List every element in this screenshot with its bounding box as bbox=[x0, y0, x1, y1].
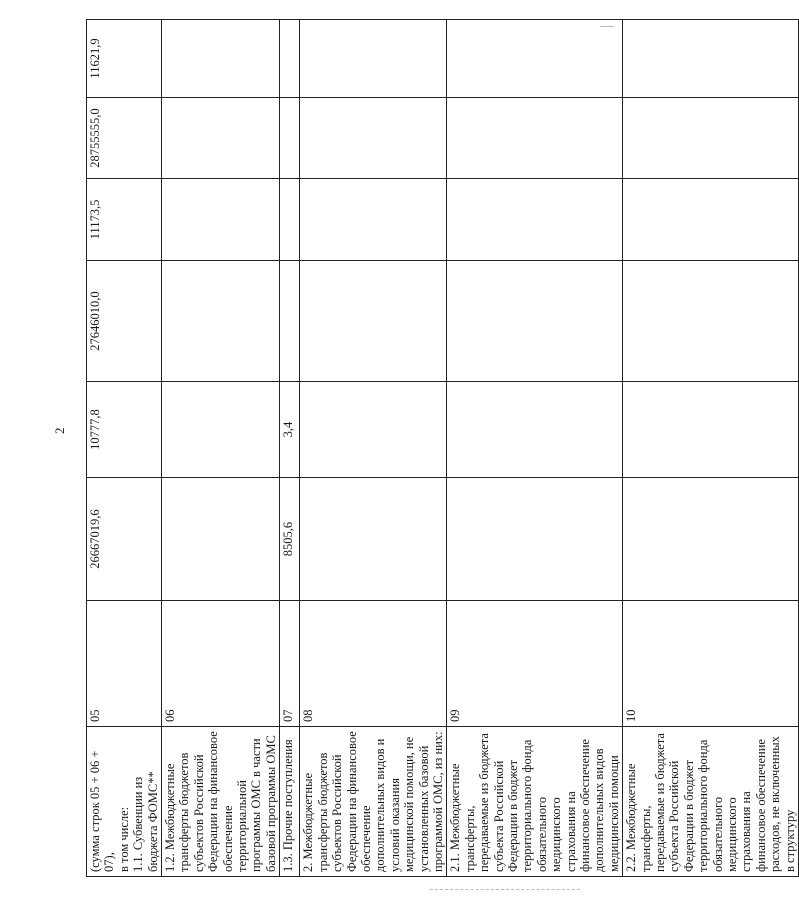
value-cell bbox=[447, 20, 623, 98]
rotated-table-wrapper bbox=[86, 20, 797, 877]
value-cell bbox=[447, 382, 623, 478]
row-label: 1.2. Межбюджетные трансферты бюджетов субъектов Российской Федерации на финансовое обеспечение территориальной программы ОМС в части базовой программы ОМС bbox=[162, 727, 280, 877]
value-cell bbox=[623, 98, 799, 179]
table-row bbox=[623, 20, 799, 877]
value-cell: 10777,8 bbox=[87, 382, 162, 478]
value-cell bbox=[447, 261, 623, 382]
value-cell bbox=[623, 478, 799, 601]
scan-mark-bottom bbox=[430, 889, 580, 890]
value-cell: 26667019,6 bbox=[87, 478, 162, 601]
value-cell bbox=[280, 20, 300, 98]
table-row bbox=[87, 20, 162, 877]
row-code: 07 bbox=[280, 601, 300, 727]
value-cell bbox=[162, 261, 280, 382]
value-cell bbox=[162, 20, 280, 98]
row-code: 09 bbox=[447, 601, 623, 727]
value-cell bbox=[280, 261, 300, 382]
value-cell bbox=[623, 179, 799, 261]
row-code: 06 bbox=[162, 601, 280, 727]
funding-table bbox=[86, 19, 799, 877]
value-cell bbox=[447, 478, 623, 601]
value-cell: 28755555,0 bbox=[87, 98, 162, 179]
value-cell bbox=[300, 98, 447, 179]
value-cell bbox=[162, 478, 280, 601]
row-label: 2. Межбюджетные трансферты бюджетов субъектов Российской Федерации на финансовое обеспечение дополнительных видов и условий оказания медицинской помощи, не установленных базовой программой ОМС, из них: bbox=[300, 727, 447, 877]
table-row bbox=[300, 20, 447, 877]
table-row bbox=[280, 20, 300, 877]
value-cell: 27646010,0 bbox=[87, 261, 162, 382]
row-code: 08 bbox=[300, 601, 447, 727]
value-cell bbox=[447, 179, 623, 261]
row-label: (сумма строк 05 + 06 + 07), в том числе: 1.1. Субвенции из бюджета ФОМС** bbox=[87, 727, 162, 877]
value-cell bbox=[162, 98, 280, 179]
value-cell bbox=[280, 179, 300, 261]
value-cell bbox=[447, 98, 623, 179]
value-cell bbox=[300, 179, 447, 261]
table-row bbox=[447, 20, 623, 877]
row-label: 2.1. Межбюджетные трансферты, передаваемые из бюджета субъекта Российской Федерации в бюджет территориального фонда обязательного медицинского страхования на финансовое обеспечение дополнительных видов медицинской помощи bbox=[447, 727, 623, 877]
value-cell: 8505,6 bbox=[280, 478, 300, 601]
value-cell bbox=[623, 261, 799, 382]
value-cell bbox=[300, 382, 447, 478]
value-cell bbox=[162, 179, 280, 261]
value-cell: 11621,9 bbox=[87, 20, 162, 98]
row-label: 2.2. Межбюджетные трансферты, передаваемые из бюджета субъекта Российской Федерации в бюджет территориального фонда обязательного медицинского страхования на финансовое обеспечение расходов, не включенных в структуру bbox=[623, 727, 799, 877]
row-label: 1.3. Прочие поступления bbox=[280, 727, 300, 877]
value-cell bbox=[623, 382, 799, 478]
page-number: 2 bbox=[52, 427, 67, 434]
value-cell bbox=[300, 478, 447, 601]
value-cell bbox=[280, 98, 300, 179]
value-cell bbox=[300, 261, 447, 382]
value-cell bbox=[623, 20, 799, 98]
row-code: 10 bbox=[623, 601, 799, 727]
value-cell: 11173,5 bbox=[87, 179, 162, 261]
table-row bbox=[162, 20, 280, 877]
value-cell bbox=[300, 20, 447, 98]
value-cell: 3,4 bbox=[280, 382, 300, 478]
value-cell bbox=[162, 382, 280, 478]
row-code: 05 bbox=[87, 601, 162, 727]
